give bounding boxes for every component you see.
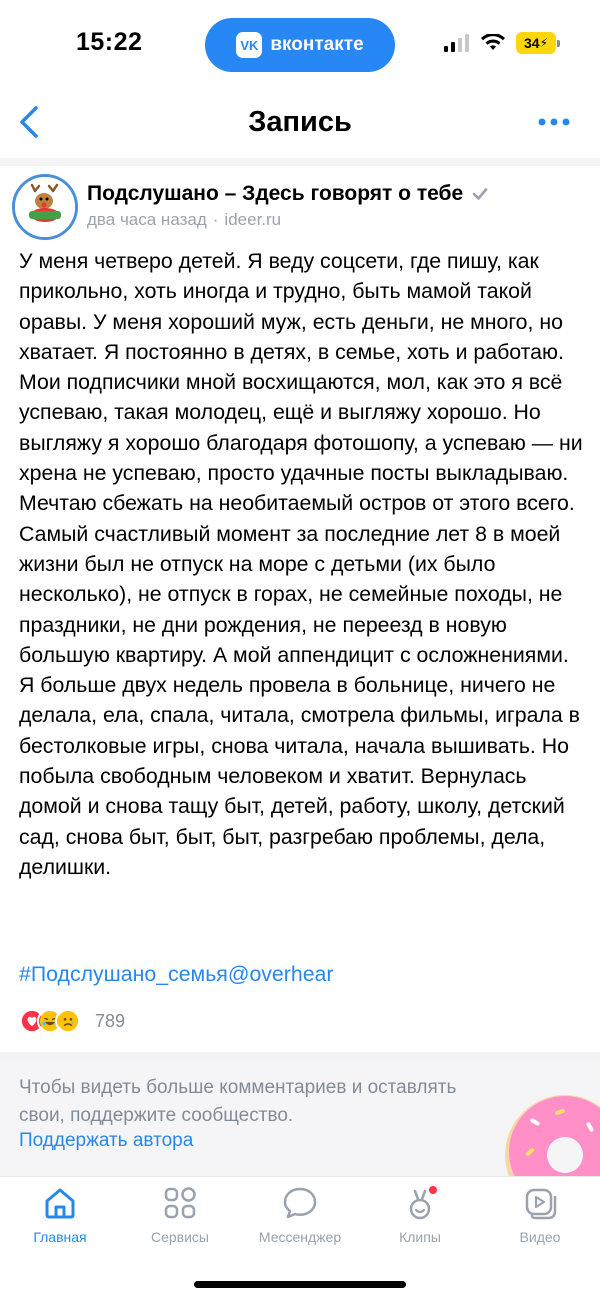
reactions-row[interactable] bbox=[19, 1008, 125, 1034]
more-options-button[interactable] bbox=[534, 112, 574, 132]
video-icon bbox=[522, 1185, 558, 1221]
support-author-link[interactable]: Поддержать автора bbox=[19, 1130, 194, 1151]
status-icons bbox=[444, 32, 556, 54]
bottom-tab-bar bbox=[0, 1176, 600, 1300]
tab-label: Мессенджер bbox=[258, 1229, 342, 1245]
community-avatar[interactable] bbox=[12, 174, 78, 240]
meta-dot-separator: · bbox=[212, 210, 219, 229]
tab-label: Главная bbox=[33, 1229, 87, 1245]
support-banner bbox=[0, 1060, 600, 1176]
post-text: У меня четверо детей. Я веду соцсети, где пишу, как прикольно, хоть иногда и трудно, быть мамой такой оравы. У меня хороший муж, есть деньги, не много, но хватает. Я постоянно в детях, в семье, хоть и работаю. Мои подписчики мной восхищаются, мол, как это я всё успеваю, такая молодец, ещё и выгляжу хорошо. Но выгляжу я хорошо благодаря фотошопу, а успеваю — ни хрена не успеваю, просто удачные посты выкладываю. Мечтаю сбежать на необитаемый остров от этого всего. Самый счастливый момент за последние лет 8 в моей жизни был не отпуск на море с детьми (их было несколько), не отпуск в горах, не семейные походы, не праздники, не дни рождения, не переезд в новую большую квартиру. А мой аппендицит с осложнениями. Я больше двух недель провела в больнице, ничего не делала, ела, спала, читала, смотрела фильмы, играла в бестолковые игры, снова читала, начала вышивать. Но побыла свободным человеком и хватит. Вернулась домой и снова тащу быт, детей, работу, школу, детский сад, снова быт, быт, быт, разгребаю проблемы, дела, делишки. bbox=[19, 249, 583, 879]
post-hashtag-link[interactable]: #Подслушано_семья@overhear bbox=[19, 962, 334, 986]
support-text: Чтобы видеть больше комментариев и оставлять свои, поддержите сообщество. bbox=[19, 1077, 457, 1126]
more-horizontal-icon bbox=[534, 112, 574, 132]
sad-reaction-icon bbox=[55, 1008, 81, 1034]
tab-services[interactable] bbox=[120, 1185, 240, 1245]
post-header bbox=[0, 172, 600, 242]
clips-icon bbox=[400, 1185, 440, 1221]
battery-level: 34 bbox=[523, 35, 540, 51]
post-source[interactable]: ideer.ru bbox=[224, 210, 282, 229]
vk-pill-label: вконтакте bbox=[270, 34, 364, 55]
reindeer-logo-icon bbox=[15, 177, 75, 237]
messenger-icon bbox=[282, 1185, 318, 1221]
cellular-signal-icon bbox=[444, 34, 470, 52]
battery-icon: 34 ⚡ bbox=[516, 32, 556, 54]
vk-logo-icon: VK bbox=[236, 32, 262, 58]
tab-label: Сервисы bbox=[150, 1229, 209, 1245]
separator bbox=[0, 1052, 600, 1060]
page-title: Запись bbox=[248, 106, 352, 138]
tab-clips[interactable] bbox=[360, 1185, 480, 1245]
home-indicator[interactable] bbox=[194, 1281, 406, 1288]
verified-check-icon bbox=[471, 185, 489, 203]
status-bar bbox=[0, 0, 600, 90]
wifi-icon bbox=[480, 34, 506, 52]
donut-illustration-icon bbox=[500, 1090, 600, 1176]
post-author-name[interactable]: Подслушано – Здесь говорят о тебе bbox=[87, 182, 464, 205]
top-header bbox=[0, 90, 600, 158]
post-author-row bbox=[87, 182, 489, 206]
post-meta bbox=[87, 210, 281, 230]
separator bbox=[0, 158, 600, 166]
services-icon bbox=[162, 1185, 198, 1221]
home-icon bbox=[42, 1185, 78, 1221]
tab-label: Видео bbox=[519, 1229, 561, 1245]
tab-messenger[interactable] bbox=[240, 1185, 360, 1245]
tab-label: Клипы bbox=[399, 1229, 441, 1245]
post-time: два часа назад bbox=[87, 210, 207, 229]
reactions-count: 789 bbox=[95, 1010, 126, 1031]
tab-home[interactable] bbox=[0, 1185, 120, 1245]
status-time: 15:22 bbox=[76, 28, 143, 56]
tab-video[interactable] bbox=[480, 1185, 600, 1245]
vk-app-pill[interactable] bbox=[205, 18, 395, 72]
